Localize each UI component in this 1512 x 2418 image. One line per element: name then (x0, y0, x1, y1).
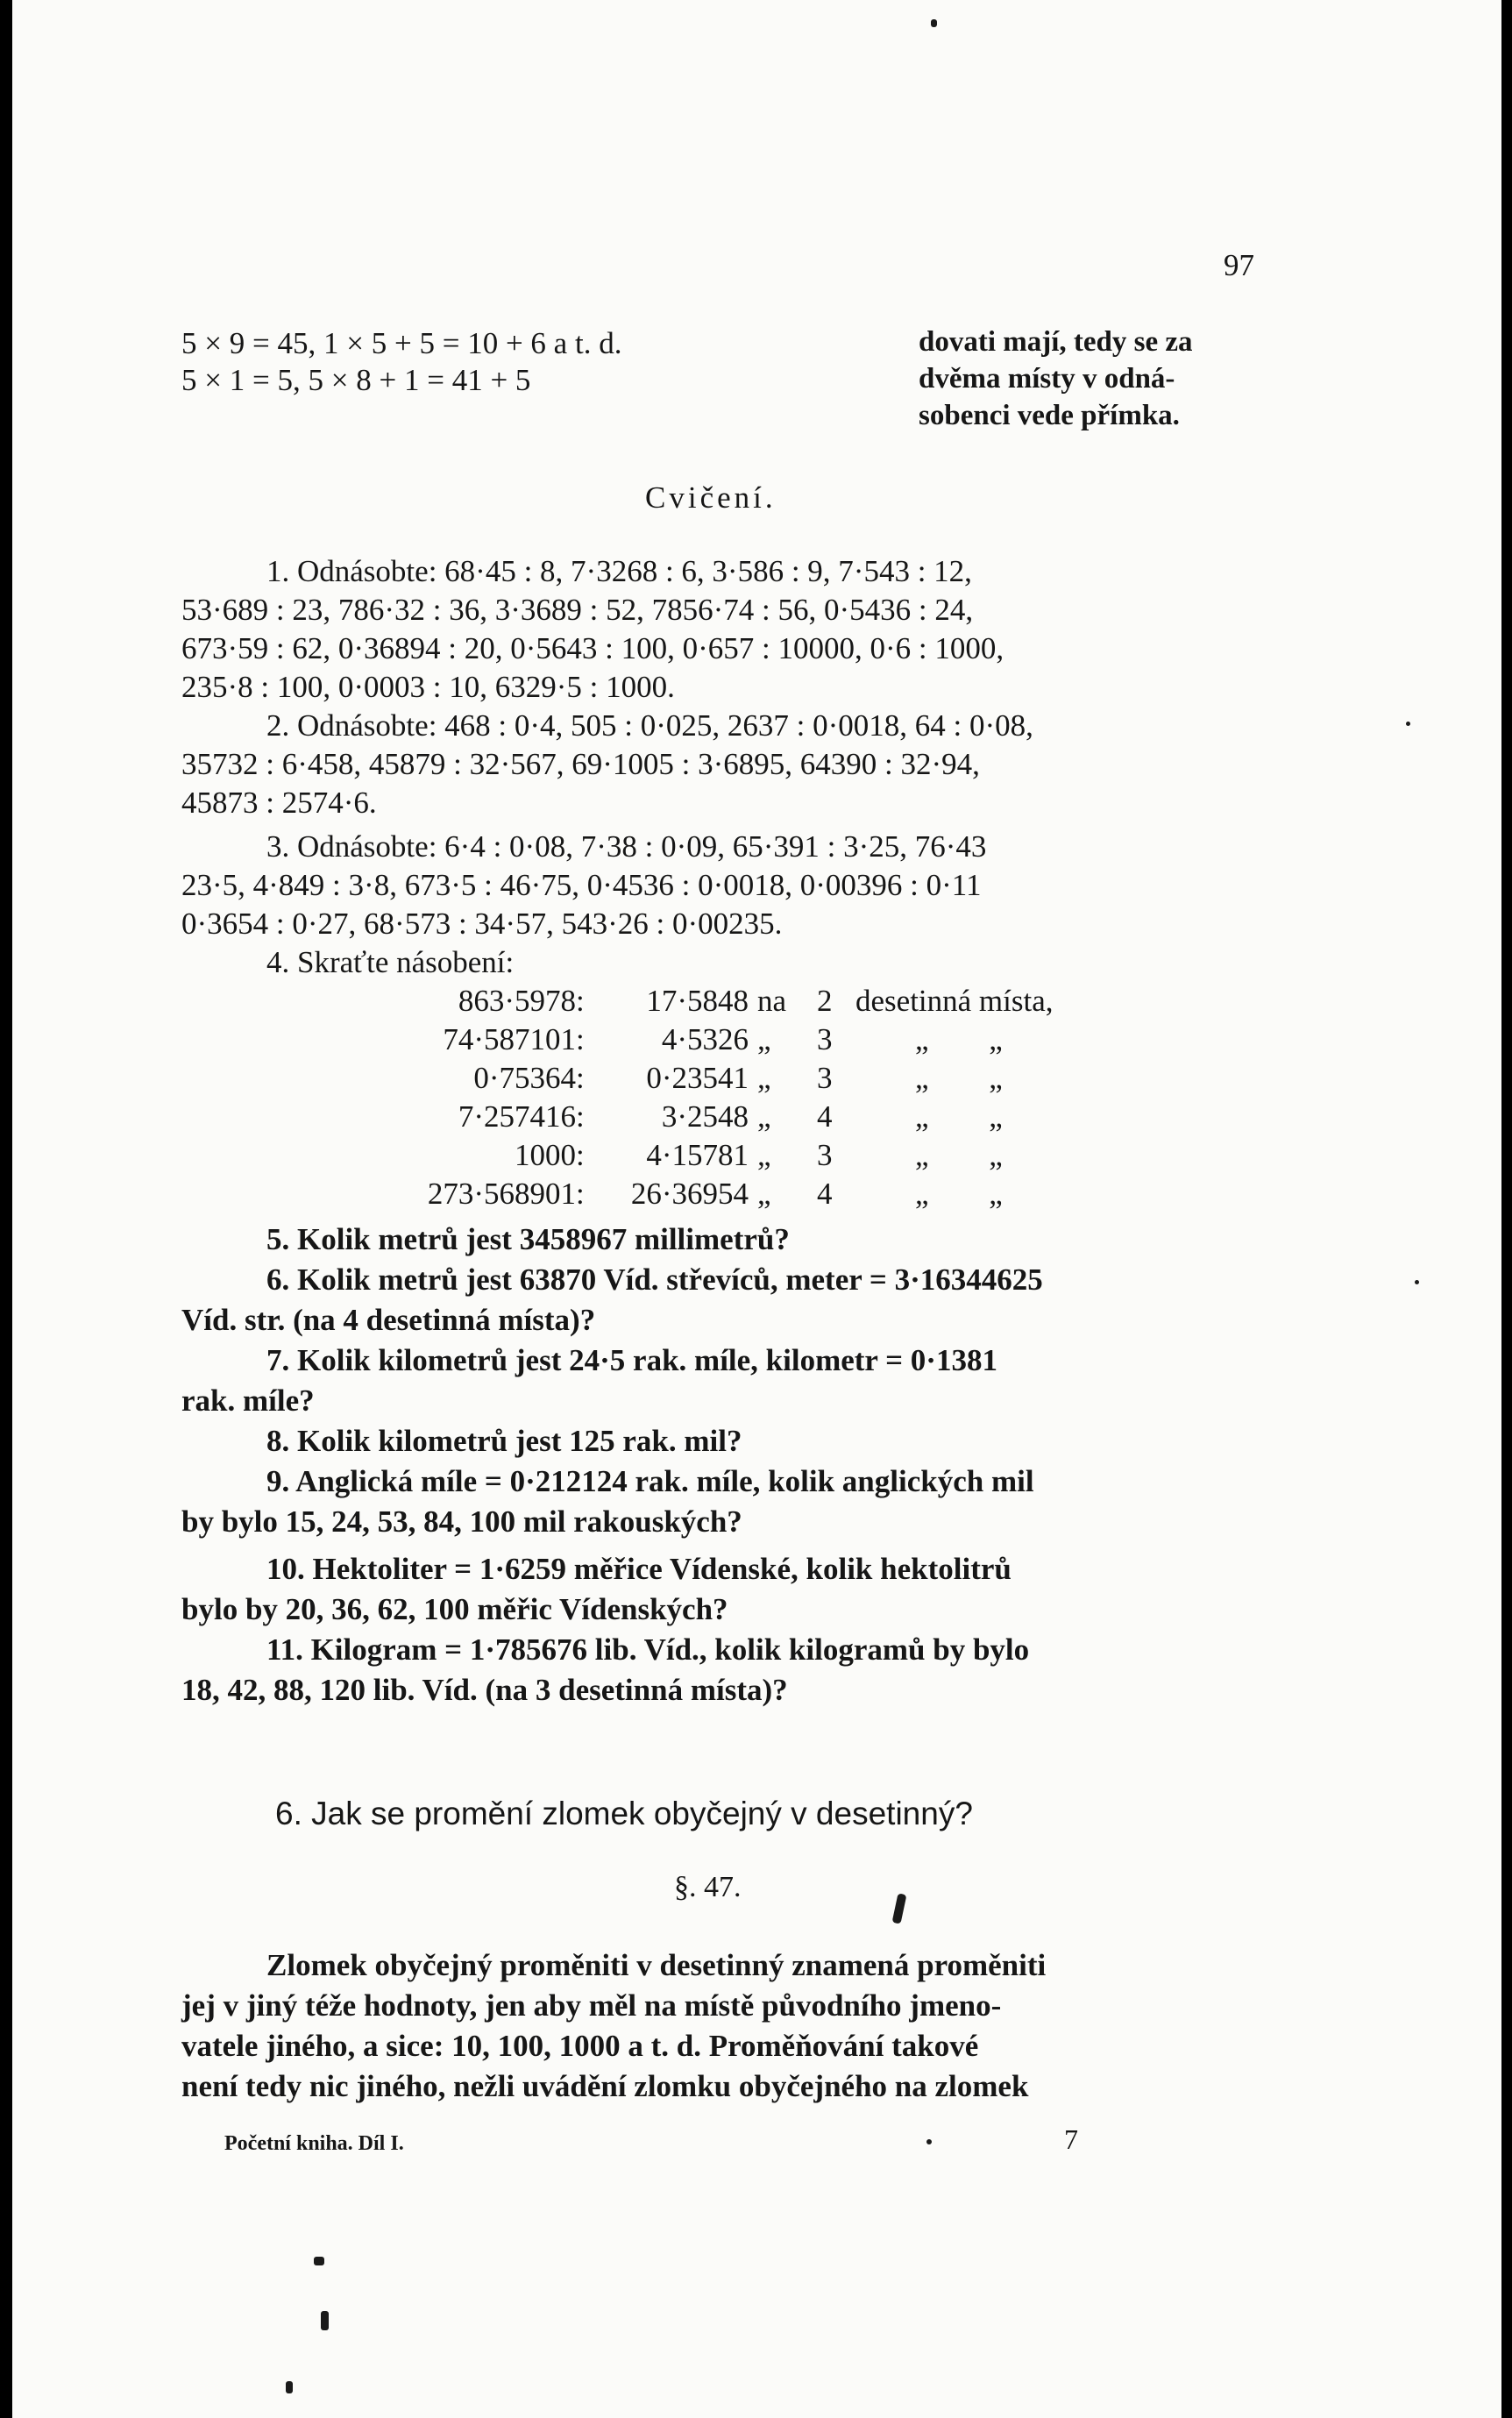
table-row: 1000 (515, 1138, 576, 1172)
body-line-4: není tedy nic jiného, nežli uvádění zlomku obyčejného na zlomek (181, 2069, 1029, 2103)
table-row: desetinná místa, (855, 984, 1054, 1018)
table-row: 4 (817, 1099, 833, 1134)
table-row: 4·15781 (646, 1138, 749, 1172)
exercise-5: 5. Kolik metrů jest 3458967 millimetrů? (266, 1222, 790, 1256)
exercise-7-line-2: rak. míle? (181, 1383, 315, 1418)
section-title: 6. Jak se promění zlomek obyčejný v desetinný? (275, 1796, 973, 1831)
scan-speck (931, 19, 937, 27)
exercise-10-line-2: bylo by 20, 36, 62, 100 měřic Vídenských? (181, 1592, 728, 1626)
scan-speck (1406, 722, 1410, 726)
scan-speck (926, 2139, 932, 2144)
exercise-1-line-4: 235·8 : 100, 0·0003 : 10, 6329·5 : 1000. (181, 670, 675, 704)
table-row: 863·5978 (458, 984, 576, 1018)
scan-speck (314, 2257, 324, 2265)
table-row: 3 (817, 1138, 833, 1172)
exercise-9-line-1: 9. Anglická míle = 0·212124 rak. míle, kolik anglických mil (266, 1464, 1034, 1498)
paragraph-mark: §. 47. (674, 1871, 742, 1903)
table-row: 273·568901 (427, 1177, 576, 1211)
side-note-line-3: sobenci vede přímka. (919, 400, 1180, 431)
body-line-1: Zlomek obyčejný proměniti v desetinný znamená proměniti (266, 1948, 1047, 1982)
table-row: 74·587101 (443, 1022, 576, 1056)
exercise-8: 8. Kolik kilometrů jest 125 rak. mil? (266, 1424, 742, 1458)
footer-book-title: Početní kniha. Díl I. (224, 2132, 404, 2155)
exercise-1-line-1: 1. Odnásobte: 68·45 : 8, 7·3268 : 6, 3·586 : 9, 7·543 : 12, (266, 554, 972, 588)
body-line-2: jej v jiný téže hodnoty, jen aby měl na místě původního jmeno- (181, 1988, 1002, 2023)
exercise-2-line-1: 2. Odnásobte: 468 : 0·4, 505 : 0·025, 2637 : 0·0018, 64 : 0·08, (266, 708, 1033, 743)
table-row: „ (757, 1099, 771, 1134)
table-row: 0·75364 (473, 1061, 576, 1095)
table-row: : (576, 1177, 585, 1211)
exercise-3-line-2: 23·5, 4·849 : 3·8, 673·5 : 46·75, 0·4536 : 0·0018, 0·00396 : 0·11 (181, 868, 982, 902)
side-note-line-1: dovati mají, tedy se za (919, 326, 1193, 358)
exercise-1-line-3: 673·59 : 62, 0·36894 : 20, 0·5643 : 100, 0·657 : 10000, 0·6 : 1000, (181, 631, 1004, 665)
side-note-line-2: dvěma místy v odná- (919, 363, 1175, 395)
exercise-9-line-2: by bylo 15, 24, 53, 84, 100 mil rakouských? (181, 1504, 742, 1539)
table-row: : (576, 1061, 585, 1095)
equation-line-2: 5 × 1 = 5, 5 × 8 + 1 = 41 + 5 (181, 363, 531, 397)
table-row: 4·5326 (661, 1022, 749, 1056)
table-row: „ „ (915, 1177, 1003, 1211)
table-row: „ „ (915, 1099, 1003, 1134)
page-number: 97 (1224, 248, 1254, 282)
body-line-3: vatele jiného, a sice: 10, 100, 1000 a t. d. Proměňování takové (181, 2029, 979, 2063)
table-row: 3 (817, 1061, 833, 1095)
table-row: „ (757, 1061, 771, 1095)
scan-speck (321, 2311, 329, 2330)
table-row: 17·5848 (646, 984, 749, 1018)
exercise-11-line-2: 18, 42, 88, 120 lib. Víd. (na 3 desetinná místa)? (181, 1673, 788, 1707)
table-row: 26·36954 (630, 1177, 749, 1211)
table-row: 2 (817, 984, 833, 1018)
exercise-7-line-1: 7. Kolik kilometrů jest 24·5 rak. míle, kilometr = 0·1381 (266, 1343, 997, 1377)
exercise-3-line-3: 0·3654 : 0·27, 68·573 : 34·57, 543·26 : 0·00235. (181, 907, 783, 941)
table-row: 4 (817, 1177, 833, 1211)
scan-speck (1415, 1280, 1419, 1284)
table-row: „ (757, 1177, 771, 1211)
table-row: : (576, 1099, 585, 1134)
table-row: 3·2548 (661, 1099, 749, 1134)
table-row: 7·257416 (458, 1099, 576, 1134)
table-row: 0·23541 (646, 1061, 749, 1095)
table-row: na (757, 984, 787, 1018)
scan-speck (892, 1893, 907, 1924)
table-row: „ (757, 1138, 771, 1172)
exercise-4-label: 4. Skraťte násobení: (266, 945, 515, 979)
table-row: : (576, 1022, 585, 1056)
exercise-1-line-2: 53·689 : 23, 786·32 : 36, 3·3689 : 52, 7856·74 : 56, 0·5436 : 24, (181, 593, 974, 627)
exercise-2-line-3: 45873 : 2574·6. (181, 786, 377, 820)
table-row: : (576, 984, 585, 1018)
exercise-10-line-1: 10. Hektoliter = 1·6259 měřice Vídenské, kolik hektolitrů (266, 1552, 1012, 1586)
exercise-6-line-1: 6. Kolik metrů jest 63870 Víd. střevíců, meter = 3·16344625 (266, 1262, 1043, 1297)
footer-signature: 7 (1064, 2123, 1078, 2155)
scan-speck (286, 2381, 293, 2393)
exercises-heading: Cvičení. (645, 480, 777, 515)
table-row: „ (757, 1022, 771, 1056)
table-row: : (576, 1138, 585, 1172)
page (12, 0, 1501, 2418)
exercise-11-line-1: 11. Kilogram = 1·785676 lib. Víd., kolik kilogramů by bylo (266, 1632, 1030, 1667)
exercise-3-line-1: 3. Odnásobte: 6·4 : 0·08, 7·38 : 0·09, 65·391 : 3·25, 76·43 (266, 829, 987, 864)
equation-line-1: 5 × 9 = 45, 1 × 5 + 5 = 10 + 6 a t. d. (181, 326, 622, 360)
table-row: „ „ (915, 1138, 1003, 1172)
table-row: „ „ (915, 1022, 1003, 1056)
exercise-6-line-2: Víd. str. (na 4 desetinná místa)? (181, 1303, 596, 1337)
table-row: „ „ (915, 1061, 1003, 1095)
table-row: 3 (817, 1022, 833, 1056)
exercise-2-line-2: 35732 : 6·458, 45879 : 32·567, 69·1005 : 3·6895, 64390 : 32·94, (181, 747, 980, 781)
